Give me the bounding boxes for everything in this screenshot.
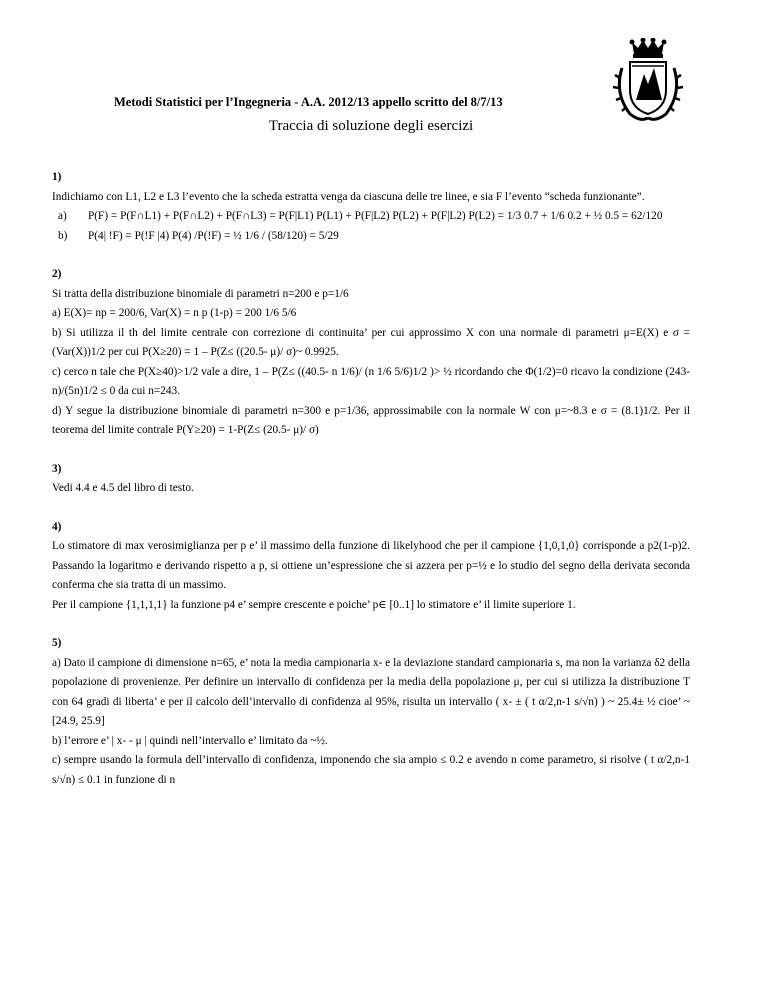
exercise-solutions [52,168,690,809]
document-subtitle: Traccia di soluzione degli esercizi [268,118,474,134]
exercise-paragraph: c) cerco n tale che P(X≥40)>1/2 vale a dire, 1 – P(Z≤ ((40.5- n 1/6)/ (n 1/6 5/6)1/2 )> ½ ricordando che Φ(1/2)=0 ricavo la condizione (243-n)/(5n)1/2 ≤ 0 da cui n=243. [52,365,690,397]
exercise-paragraph: a) Dato il campione di dimensione n=65, e’ nota la media campionaria x- e la deviazione standard campionaria s, ma non la varianza δ2 della popolazione di provenienze. Per definire un intervallo di confidenza per la media della popolazione μ, per cui si utilizza la distribuzione T con 64 gradi di liberta’ e per il calcolo dell’intervallo di confidenza al 95%, risulta un intervallo ( x- ± ( t α/2,n-1 s/√n) ) ~ 25.4± ½ cioe’ ~ [24.9, 25.9] [52,656,690,727]
exercise-paragraph: Vedi 4.4 e 4.5 del libro di testo. [52,482,194,494]
exercise-5 [52,634,690,790]
exercise-paragraph: c) sempre usando la formula dell’intervallo di confidenza, imponendo che sia ampio ≤ 0.2 e avendo n come parametro, si risolve ( t α/2,n-1 s/√n) ≤ 0.1 in funzione di n [52,754,690,786]
exercise-4 [52,518,690,616]
exercise-3 [52,460,690,499]
exercise-paragraph: Indichiamo con L1, L2 e L3 l’evento che la scheda estratta venga da ciascuna delle tre linee, e sia F l’evento “scheda funzionante”. [52,190,645,203]
item-text: P(4| !F) = P(!F |4) P(4) /P(!F) = ½ 1/6 / (58/120) = 5/29 [88,229,339,242]
exercise-number: 3) [52,462,62,475]
exercise-paragraph: b) Si utilizza il th del limite centrale con correzione di continuita’ per cui approssimo X con una normale di parametri μ=E(X) e σ = (Var(X))1/2 per cui P(X≥20) = 1 – P(Z≤ ((20.5- μ)/ σ)~ 0.9925. [52,326,690,358]
item-text: P(F) = P(F∩L1) + P(F∩L2) + P(F∩L3) = P(F|L1) P(L1) + P(F|L2) P(L2) + P(F|L2) P(L2) = 1/3 0.7 + 1/6 0.2 + ½ 0.5 = 62/120 [88,210,663,222]
exercise-number: 2) [52,268,62,280]
exercise-paragraph: d) Y segue la distribuzione binomiale di parametri n=300 e p=1/36, approssimabile con la normale W con μ=~8.3 e σ = (8.1)1/2. Per il teorema del limite contrale P(Y≥20) = 1-P(Z≤ (20.5- μ)/ σ) [52,404,690,436]
exercise-number: 5) [52,637,62,649]
exercise-paragraph: Per il campione {1,1,1,1} la funzione p4 e’ sempre crescente e poiche’ p∈ [0..1] lo stimatore e’ il limite superiore 1. [52,598,576,611]
exercise-paragraph: Si tratta della distribuzione binomiale di parametri n=200 e p=1/6 [52,287,349,300]
exercise-paragraph: b) l’errore e’ | x- - μ | quindi nell’intervallo e’ limitato da ~½. [52,734,328,747]
list-item [52,207,690,227]
exercise-paragraph: Lo stimatore di max verosimiglianza per p e’ il massimo della funzione di likelyhood che per il campione {1,0,1,0} corrisponde a p2(1-p)2. Passando la logaritmo e derivando rispetto a p, si ottiene un’espressione che si azzera per p=½ e lo studio del segno della derivata seconda conferma che sia tratta di un massimo. [52,540,690,591]
exercise-1 [52,168,690,246]
item-label: b) [58,229,68,242]
item-label: a) [58,210,67,222]
course-title: Metodi Statistici per l’Ingegneria - A.A. 2012/13 appello scritto del 8/7/13 [114,95,503,109]
exercise-2 [52,265,690,441]
list-item [52,227,690,247]
exercise-paragraph: a) E(X)= np = 200/6, Var(X) = n p (1-p) = 200 1/6 5/6 [52,307,297,319]
exercise-number: 1) [52,171,62,183]
exercise-number: 4) [52,520,62,533]
